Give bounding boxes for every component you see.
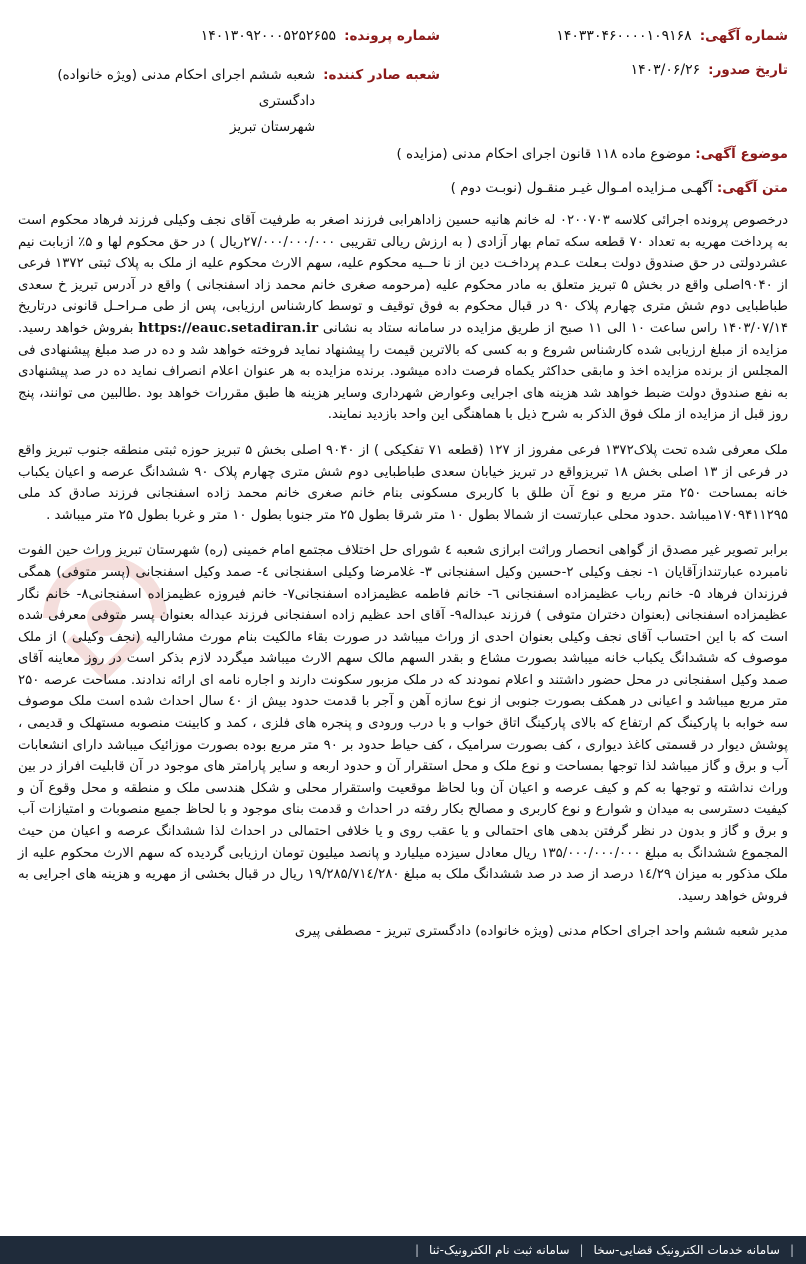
body-paragraph-1 — [18, 210, 788, 426]
issue-date-value: ۱۴۰۳/۰۶/۲۶ — [630, 62, 701, 78]
notice-header — [20, 28, 788, 135]
ad-number-label: شماره آگهی: — [699, 28, 788, 44]
footer-bar — [0, 1236, 806, 1264]
footer-separator: | — [414, 1243, 420, 1257]
body-paragraph-3: برابر تصویر غیر مصدق از گواهی انحصار وراثت ابرازی شعبه ٤ شورای حل اختلاف مجتمع امام خمینی (ره) شهرستان تبریز وراث حین الفوت نامبرده عبارتنداز‌آقایان ۱- نجف وکیلی ۲-حسین وکیل اسفنجانی ۳- غلامرضا وکیلی اسفنجانی ٤- صمد وکیل اسفنجانی (پسر متوفی) همگی فرزندان فرهاد ۵- خانم رباب عظیمزاده اسفنجانی ٦- خانم فاطمه عظیمزاده اسفنجانی۷- خانم فیروزه عظیمزاده اسفنجانی۸- خانم نگار عظیمزاده اسفنجانی (بعنوان دختران متوفی ) فرزند عبداله۹- آقای احد عظیم زاده اسفنجانی فرزند عبداله بعنوان پسر متوفی معرفی شده است که با این احتساب آقای نجف وکیلی بعنوان احدی از وراث میباشد در صورت بقاء مالکیت بنام مورث مشارالیه (نجف وکیلی ) از ملک موصوف که ششدانگ یکباب خانه میباشد بصورت مشاع و بقدر السهم مالک سهم الارث میباشد میگردد لازم بذکر است در روز معاینه آقای صمد وکیل اسفنجانی در محل حضور داشتند و اعلام نمودند که در ملک مزبور سکونت دارند و اجاره نامه ای ارائه ندادند. مساحت عرصه ۲۵۰ متر مربع میباشد و اعیانی در همکف بصورت جنوبی از نوع سازه آهن و آجر با قدمت حدود بیش از ٤۰ سال احداث شده است ملک موصوف سه خوابه با پارکینگ کم ارتفاع که بالای پارکینگ اتاق خواب و با درب ورودی و پنجره های فلزی ، کمد و کابینت منصوبه مستهلک و قدیمی ، پوشش دیوار در قسمتی کاغذ دیواری ، کف بصورت سرامیک ، کف حیاط حدود بر ۹۰ متر مربع بوده بصورت موزائیک میباشد دارای انشعابات آب و برق و گاز میباشد لذا توجها بمساحت و نوع ملک و محل استقرار آن و حدود اربعه و سایر پارامتر های موجود در آن قابلیت افراز در بین وراث نداشته و توجها به کم و کیف عرصه و اعیان آن وبا لحاظ موقعیت واستقرار محلی و شکل هندسی ملک و منطقه و محل وقوع آن و کیفیت دسترسی به میدان و شوارع و نوع کاربری و مصالح بکار رفته در احداث و قدمت بنای موجود و با لحاظ جمیع منصوبات و امتیازات آب و برق و گاز و بدون در نظر گرفتن بدهی های احتمالی و یا عقب روی و یا خلافی احتمالی در احداث لذا ششدانگ عرصه و اعیان من حیث المجموع ششدانگ به مبلغ ۱۳۵/۰۰۰/۰۰۰/۰۰۰ ریال معادل سیزده میلیارد و پانصد میلیون تومان ارزیابی گردیده که سهم الارث محکوم علیه از ملک مذکور به میزان ۱٤/۲۹ درصد از صد در صد ششدانگ ملک به مبلغ ۱۹/۲۸۵/۷۱٤/۲۸۰ ریال در قبال بخشی از مهریه و هزینه های اجرایی به فروش خواهد رسید. — [18, 543, 789, 904]
issue-date — [588, 62, 788, 78]
auction-url-link[interactable]: https://eauc.setadiran.ir — [138, 320, 319, 336]
notice-subject — [20, 146, 788, 162]
notice-body — [18, 210, 788, 957]
footer-separator: | — [789, 1243, 794, 1257]
ad-text-value: آگهـی مـزایده امـوال غیـر منقـول (نوبـت دوم ) — [450, 180, 713, 196]
body-paragraph-2: ملک معرفی شده تحت پلاک۱۳۷۲ فرعی مفروز از ۱۲۷ (قطعه ۷۱ تفکیکی ) از ۹۰۴۰ اصلی بخش ۵ تبریز حوزه ثبتی منطقه جنوب تبریز واقع در فرعی از ۱۳ اصلی بخش ۱۸ تبریزواقع در تبریز خیابان سعدی طباطبایی دوم شش متری چهارم پلاک ۹۰ ششدانگ عرصه و اعیان یکباب خانه بمساحت ۲۵۰ متر مربع و نوع آن طلق با کاربری مسکونی بنام خانم صغری خانم محمد زاده اسفنجانی فرزند صادق کد ملی ۱۷۰۹۴۱۱۲۹۵میباشد .حدود محلی عبارتست از شمالا بطول ۱۰ متر شرقا بطول ۲۵ متر جنوبا بطول ۱۰ متر و غربا بطول ۲۵ متر میباشد . — [18, 442, 789, 523]
body-p1-text-b: بفروش خواهد رسید. مزایده از مبلغ ارزیابی شده کارشناس شروع و به کسی که بالاترین قیمت را پیشنهاد نماید فروخته خواهد شد و ده در صد مبلغ پیشنهادی فی المجلس از برنده مزایده اخذ و مابقی حداکثر یکماه فرصت داده میشود. برنده مزایده به هر عنوان اعلام انصراف نماید ده در صد پیشنهادی به نفع صندوق دولت ضبط خواهد شد هزینه های اجرایی وعوارض شهرداری وسایر هزینه ها طبق مقررات خواهد بود .طالبین می توانند، پنج روز قبل از مزایده از ملک فوق الذکر به شرح ذیل با هماهنگی این واحد بازدید نمایند. — [18, 320, 788, 423]
issuer-value-line2: شهرستان تبریز — [229, 119, 316, 135]
notice-title — [20, 180, 788, 196]
case-number — [20, 28, 440, 44]
issuer — [20, 62, 440, 140]
case-number-value: ۱۴۰۱۳۰۹۲۰۰۰۵۲۵۲۶۵۵ — [200, 28, 337, 44]
issuer-label: شعبه صادر کننده: — [323, 67, 440, 83]
footer-link-sakha[interactable]: سامانه خدمات الکترونیک قضایی-سخا — [593, 1243, 780, 1257]
issuer-value-line1: شعبه ششم اجرای احکام مدنی (ویژه خانواده) دادگستری — [57, 67, 316, 109]
issue-date-label: تاریخ صدور: — [708, 62, 788, 78]
footer-link-sana[interactable]: سامانه ثبت نام الکترونیک-ثنا — [429, 1243, 570, 1257]
signature-line: مدیر شعبه ششم واحد اجرای احکام مدنی (ویژه خانواده) دادگستری تبریز - مصطفی پیری — [294, 924, 788, 940]
ad-text-label: متن آگهی: — [716, 180, 788, 196]
issuer-value — [20, 62, 315, 140]
body-p1-text-a: درخصوص پرونده اجرائی کلاسه ۰۲۰۰۷۰۳ له خانم هانیه حسین زاداهرابی فرزند اصغر به طرفیت آقای نجف وکیلی فرزند فرهاد محکوم است به پرداخت مهریه به تعداد ۷۰ قطعه سکه تمام بهار آزادی ( به ارزش ریالی تقریبی ۲۷/۰۰۰/۰۰۰/۰۰۰ریال ) در حق محکوم لها و ۵٪ ازبابت نیم عشردولتی در حق صندوق دولت بـعلت عـدم پرداخـت دین از نا حــیه محکوم علیه، سهم الارث محکوم علیه از ملک به پلاک ثبتی ۱۳۷۲ فرعی از ۹۰۴۰اصلی واقع در بخش ۵ تبریز متعلق به مادر محکوم علیه (مرحومه صغری خانم محمد زاد اسفنجانی ) واقع در آدرس تبریز خ سعدی طباطبایی دوم شش متری چهارم پلاک ۹۰ در قبال محکوم به فوق توقیف و توسط کارشناس ارزیابی، پس از طی مـراحـل قانونی درتاریخ ۱۴۰۳/۰۷/۱۴ راس ساعت ۱۰ الی ۱۱ صبح از طریق مزایده در سامانه ستاد به نشانی — [18, 213, 789, 336]
subject-value: موضوع ماده ۱۱۸ قانون اجرای احکام مدنی (مزایده ) — [396, 146, 691, 162]
ad-number — [556, 28, 788, 44]
ad-number-value: ۱۴۰۳۳۰۴۶۰۰۰۰۱۰۹۱۶۸ — [556, 28, 692, 44]
case-number-label: شماره پرونده: — [344, 28, 440, 44]
footer-separator: | — [579, 1243, 584, 1257]
subject-label: موضوع آگهی: — [695, 146, 788, 162]
